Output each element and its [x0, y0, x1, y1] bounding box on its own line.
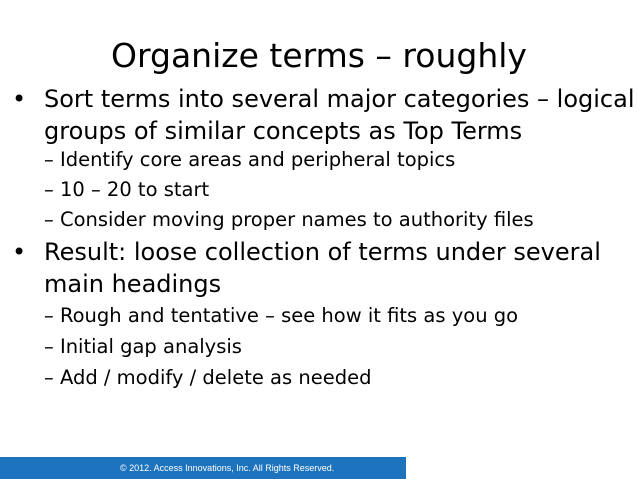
bullet-1-dot: •: [12, 85, 27, 113]
sub-bullet-1-1: – Identify core areas and peripheral topics: [44, 148, 456, 171]
bullet-2-text-line-1: Result: loose collection of terms under several: [44, 238, 601, 266]
footer-copyright: © 2012. Access Innovations, Inc. All Rights Reserved.: [120, 463, 335, 473]
slide-title: Organize terms – roughly: [111, 36, 527, 75]
sub-bullet-2-2: – Initial gap analysis: [44, 335, 242, 358]
sub-bullet-1-2: – 10 – 20 to start: [44, 178, 210, 201]
sub-bullet-2-1: – Rough and tentative – see how it fits as you go: [44, 304, 519, 327]
sub-bullet-2-3: – Add / modify / delete as needed: [44, 366, 372, 389]
bullet-2-text-line-2: main headings: [44, 270, 222, 298]
bullet-1-text-line-1: Sort terms into several major categories – logical: [44, 85, 635, 113]
bullet-2-dot: •: [12, 238, 27, 266]
bullet-1-text-line-2: groups of similar concepts as Top Terms: [44, 117, 523, 145]
sub-bullet-1-3: – Consider moving proper names to authority files: [44, 208, 534, 231]
